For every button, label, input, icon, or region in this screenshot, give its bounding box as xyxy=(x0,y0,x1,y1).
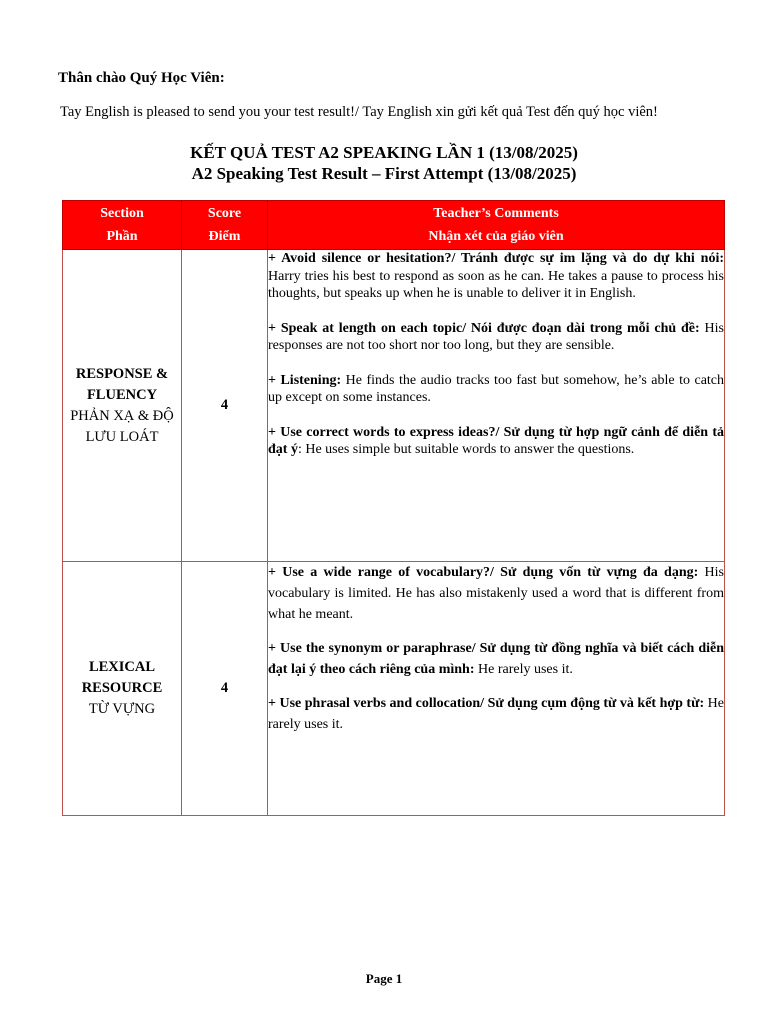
comment-text: Harry tries his best to respond as soon as he can. He takes a pause to process his thoughts, but speaks up when he is unable to deliver it in English. xyxy=(268,268,724,301)
header-comments-en: Teacher’s Comments xyxy=(433,206,559,221)
title-vietnamese: KẾT QUẢ TEST A2 SPEAKING LẦN 1 (13/08/2025) xyxy=(190,143,578,162)
comment-item xyxy=(268,320,724,355)
table-row xyxy=(63,562,725,816)
section-cell xyxy=(63,562,182,816)
comment-item xyxy=(268,424,724,459)
score-cell: 4 xyxy=(182,250,268,562)
header-score xyxy=(182,201,268,250)
header-section-en: Section xyxy=(100,206,144,221)
comment-item xyxy=(268,638,724,680)
comment-text: His responses are not too short nor too long, but they are sensible. xyxy=(268,320,724,353)
comment-heading: + Speak at length on each topic/ Nói được đoạn dài trong mỗi chủ đề: xyxy=(268,320,700,336)
table-row xyxy=(63,250,725,562)
intro-text: Tay English is pleased to send you your test result!/ Tay English xin gửi kết quả Test đến quý học viên! xyxy=(60,104,658,120)
score-cell: 4 xyxy=(182,562,268,816)
section-name-vi: TỪ VỰNG xyxy=(88,701,156,717)
comment-item xyxy=(268,562,724,625)
comment-item xyxy=(268,250,724,303)
greeting: Thân chào Quý Học Viên: xyxy=(58,70,225,86)
section-name-en: LEXICAL RESOURCE xyxy=(81,659,163,696)
table-header-row xyxy=(63,201,725,250)
comment-heading: + Avoid silence or hesitation?/ Tránh được sự im lặng và do dự khi nói: xyxy=(268,251,724,266)
comments-cell xyxy=(268,562,725,816)
section-name-vi: PHẢN XẠ & ĐỘ LƯU LOÁT xyxy=(70,407,174,445)
comment-text: : He uses simple but suitable words to answer the questions. xyxy=(297,442,635,457)
comment-text: He rarely uses it. xyxy=(474,662,573,677)
comment-heading: + Use correct words to express ideas?/ Sử dụng từ hợp ngữ cảnh để diễn tả đạt ý xyxy=(268,424,724,457)
header-comments-vi: Nhận xét của giáo viên xyxy=(428,229,564,244)
header-section xyxy=(63,201,182,250)
header-score-vi: Điểm xyxy=(208,229,241,244)
comment-text: He finds the audio tracks too fast but somehow, he’s able to catch up except on some instances. xyxy=(268,372,725,405)
header-comments xyxy=(268,201,725,250)
comment-text: His vocabulary is limited. He has also mistakenly used a word that is different from what he meant. xyxy=(268,565,724,622)
title-english: A2 Speaking Test Result – First Attempt (13/08/2025) xyxy=(191,164,577,183)
header-section-vi: Phần xyxy=(106,229,138,244)
section-cell xyxy=(63,250,182,562)
page-number: Page 1 xyxy=(365,971,403,986)
comment-item xyxy=(268,693,724,735)
comments-cell xyxy=(268,250,725,562)
comment-heading: + Use phrasal verbs and collocation/ Sử dụng cụm động từ và kết hợp từ: xyxy=(268,696,705,711)
comment-heading: + Use a wide range of vocabulary?/ Sử dụng vốn từ vựng đa dạng: xyxy=(268,565,699,580)
header-score-en: Score xyxy=(207,206,242,221)
comment-heading: + Use the synonym or paraphrase/ Sử dụng từ đồng nghĩa và biết cách diễn đạt lại ý theo cách riêng của mình: xyxy=(268,641,724,677)
section-name-en: RESPONSE & FLUENCY xyxy=(75,365,169,403)
result-table xyxy=(62,200,725,816)
comment-heading: + Listening: xyxy=(268,372,342,388)
comment-text: He rarely uses it. xyxy=(268,696,725,732)
comment-item xyxy=(268,372,724,407)
